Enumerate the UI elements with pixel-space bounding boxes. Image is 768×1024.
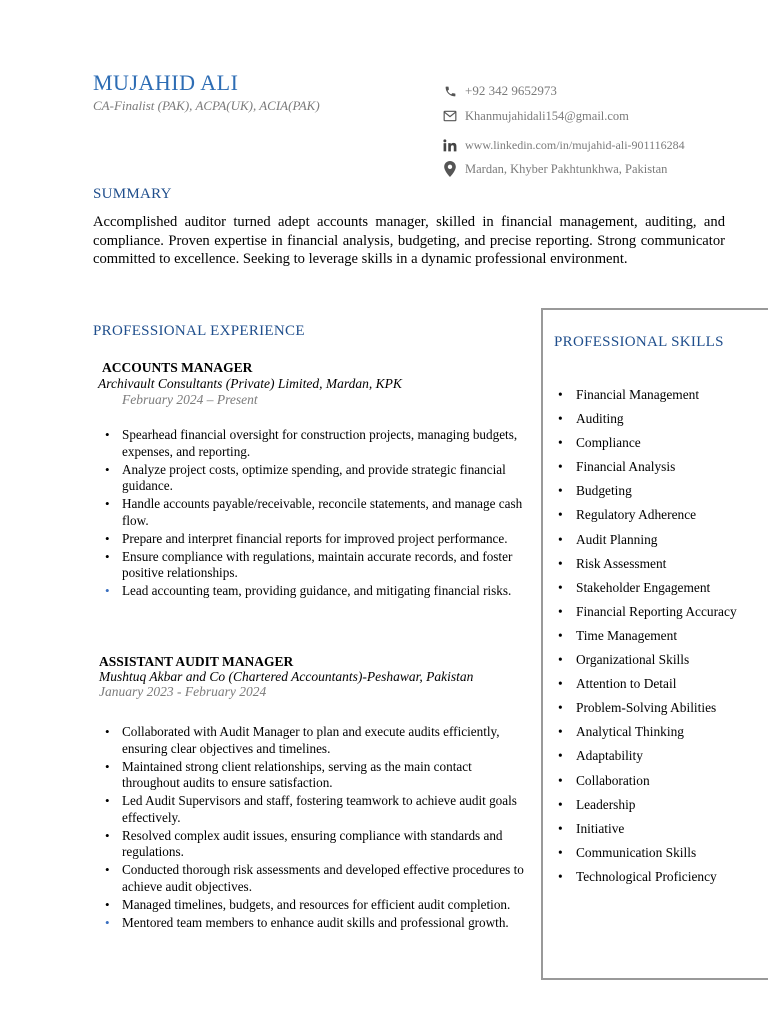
list-item: • Leadership <box>558 796 636 812</box>
job-title: ASSISTANT AUDIT MANAGER <box>99 654 294 669</box>
job-title: ACCOUNTS MANAGER <box>102 360 253 375</box>
contact-email-row <box>442 108 629 124</box>
list-item: • Ensure compliance with regulations, maintain accurate records, and foster positive relationships. <box>105 548 513 580</box>
list-item: • Regulatory Adherence <box>558 507 697 523</box>
mail-icon <box>442 108 458 124</box>
location: Mardan, Khyber Pakhtunkhwa, Pakistan <box>465 161 668 176</box>
phone-number: +92 342 9652973 <box>465 83 557 98</box>
list-item: • Conducted thorough risk assessments and developed effective procedures to achieve audit objectives. <box>105 862 524 894</box>
summary-heading: SUMMARY <box>93 186 172 202</box>
list-item: • Collaborated with Audit Manager to plan and execute audits efficiently, ensuring clear objectives and timelines. <box>105 724 500 756</box>
job-company: Archivault Consultants (Private) Limited, Mardan, KPK <box>98 376 402 391</box>
job-responsibilities <box>99 427 529 601</box>
contact-phone-row <box>442 83 557 99</box>
skills-panel <box>541 308 768 980</box>
list-item: • Communication Skills <box>558 844 697 860</box>
list-item: • Financial Reporting Accuracy <box>558 603 737 619</box>
skills-heading: PROFESSIONAL SKILLS <box>554 334 724 350</box>
list-item: • Adaptability <box>558 748 643 764</box>
list-item: • Auditing <box>558 411 624 427</box>
list-item: • Audit Planning <box>558 531 658 547</box>
list-item: • Organizational Skills <box>558 652 690 668</box>
linkedin-url[interactable]: www.linkedin.com/in/mujahid-ali-901116284 <box>465 137 685 152</box>
list-item: • Financial Analysis <box>558 459 676 475</box>
experience-heading: PROFESSIONAL EXPERIENCE <box>93 323 305 339</box>
summary-text: Accomplished auditor turned adept accounts manager, skilled in financial management, auditing, and compliance. Proven expertise in financial analysis, budgeting, and precise reporting. Strong communicator committed to excellence. Seeking to leverage skills in a dynamic professional environment. <box>93 214 725 268</box>
list-item: • Compliance <box>558 435 641 451</box>
list-item: • Stakeholder Engagement <box>558 579 711 595</box>
list-item: • Analytical Thinking <box>558 724 684 740</box>
skills-list <box>554 386 768 892</box>
list-item: • Led Audit Supervisors and staff, fostering teamwork to achieve audit goals effectively. <box>105 793 517 825</box>
map-pin-icon <box>442 161 458 177</box>
job-dates: January 2023 - February 2024 <box>99 684 267 699</box>
list-item: • Managed timelines, budgets, and resources for efficient audit completion. <box>105 896 511 912</box>
list-item: • Budgeting <box>558 483 632 499</box>
job-company: Mushtuq Akbar and Co (Chartered Accountants)-Peshawar, Pakistan <box>99 669 474 684</box>
list-item: • Spearhead financial oversight for construction projects, managing budgets, expenses, and reporting. <box>105 427 518 459</box>
list-item: • Handle accounts payable/receivable, reconcile statements, and manage cash flow. <box>105 496 523 528</box>
list-item: • Risk Assessment <box>558 555 667 571</box>
list-item: • Lead accounting team, providing guidance, and mitigating financial risks. <box>105 583 512 598</box>
list-item: • Maintained strong client relationships, serving as the main contact throughout audits to ensure satisfaction. <box>105 758 472 790</box>
candidate-credentials: CA-Finalist (PAK), ACPA(UK), ACIA(PAK) <box>93 98 320 113</box>
list-item: • Mentored team members to enhance audit skills and professional growth. <box>105 914 509 930</box>
list-item: • Resolved complex audit issues, ensuring compliance with standards and regulations. <box>105 827 503 859</box>
list-item: • Time Management <box>558 627 678 643</box>
job-dates: February 2024 – Present <box>122 392 258 407</box>
list-item: • Attention to Detail <box>558 676 677 692</box>
contact-linkedin-row <box>442 137 685 153</box>
phone-icon <box>442 83 458 99</box>
list-item: • Analyze project costs, optimize spending, and provide strategic financial guidance. <box>105 461 506 493</box>
contact-location-row <box>442 161 667 177</box>
email-address[interactable]: Khanmujahidali154@gmail.com <box>465 108 629 123</box>
list-item: • Problem-Solving Abilities <box>558 700 717 716</box>
list-item: • Collaboration <box>558 772 650 788</box>
linkedin-icon <box>442 137 458 153</box>
candidate-name: MUJAHID ALI <box>93 70 239 95</box>
list-item: • Initiative <box>558 820 625 836</box>
list-item: • Prepare and interpret financial reports for improved project performance. <box>105 530 508 546</box>
job-responsibilities <box>99 724 529 933</box>
list-item: • Technological Proficiency <box>558 868 717 884</box>
list-item: • Financial Management <box>558 387 700 402</box>
